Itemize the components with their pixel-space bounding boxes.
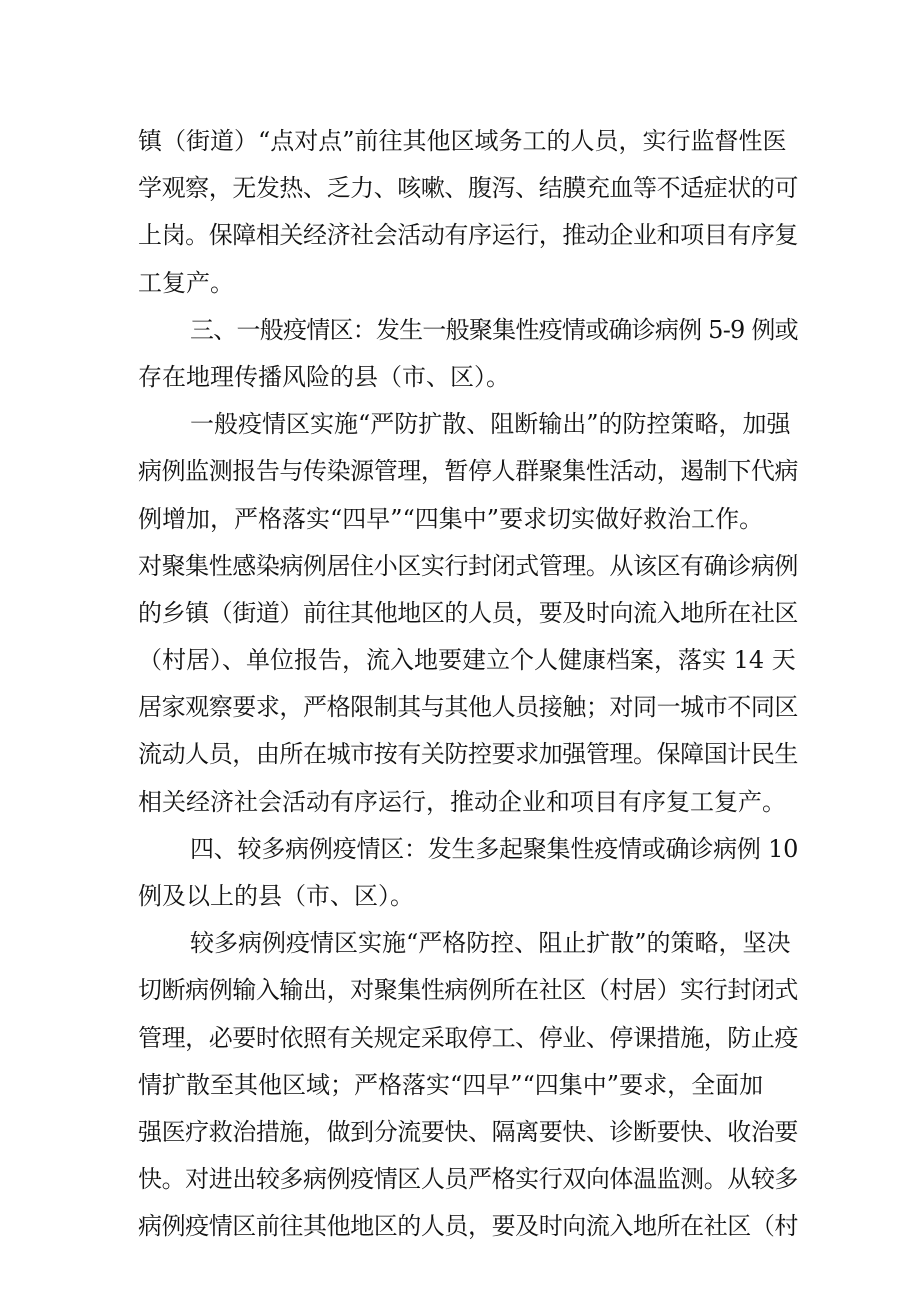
document-body — [138, 118, 798, 1251]
section-heading-three: 三、一般疫情区：发生一般聚集性疫情或确诊病例 5-9 例或 — [190, 315, 798, 344]
text-line: 快。对进出较多病例疫情区人员严格实行双向体温监测。从较多 — [138, 1165, 798, 1194]
text-line: 病例疫情区前往其他地区的人员，要及时向流入地所在社区（村 — [138, 1212, 798, 1241]
text-line: 对聚集性感染病例居住小区实行封闭式管理。从该区有确诊病例 — [138, 551, 798, 580]
text-line: 管理，必要时依照有关规定采取停工、停业、停课措施，防止疫 — [138, 1023, 798, 1052]
text-line: 强医疗救治措施，做到分流要快、隔离要快、诊断要快、收治要 — [138, 1117, 798, 1146]
text-line: 流动人员，由所在城市按有关防控要求加强管理。保障国计民生 — [138, 740, 798, 769]
text-line: 相关经济社会活动有序运行，推动企业和项目有序复工复产。 — [138, 787, 786, 816]
text-line: 居家观察要求，严格限制其与其他人员接触；对同一城市不同区 — [138, 693, 798, 722]
paragraph-start: 较多病例疫情区实施“严格防控、阻止扩散”的策略，坚决 — [190, 929, 791, 958]
text-line: 工复产。 — [138, 268, 234, 297]
text-line: 例增加，严格落实“四早”“四集中”要求切实做好救治工作。 — [138, 504, 764, 533]
text-line: （村居）、单位报告，流入地要建立个人健康档案，落实 14 天 — [138, 646, 796, 675]
text-line: 切断病例输入输出，对聚集性病例所在社区（村居）实行封闭式 — [138, 976, 798, 1005]
text-line: 的乡镇（街道）前往其他地区的人员，要及时向流入地所在社区 — [138, 598, 798, 627]
section-heading-four: 四、较多病例疫情区：发生多起聚集性疫情或确诊病例 10 — [190, 834, 799, 863]
text-line: 存在地理传播风险的县（市、区）。 — [138, 362, 510, 391]
text-line: 上岗。保障相关经济社会活动有序运行，推动企业和项目有序复 — [138, 221, 798, 250]
text-line: 学观察，无发热、乏力、咳嗽、腹泻、结膜充血等不适症状的可 — [138, 174, 798, 203]
paragraph-start: 一般疫情区实施“严防扩散、阻断输出”的防控策略，加强 — [190, 410, 791, 439]
text-line: 镇（街道）“点对点”前往其他区域务工的人员，实行监督性医 — [138, 127, 787, 155]
text-line: 例及以上的县（市、区）。 — [138, 882, 414, 910]
text-line: 病例监测报告与传染源管理，暂停人群聚集性活动，遏制下代病 — [138, 457, 798, 486]
text-line: 情扩散至其他区域；严格落实“四早”“四集中”要求，全面加 — [138, 1070, 764, 1099]
